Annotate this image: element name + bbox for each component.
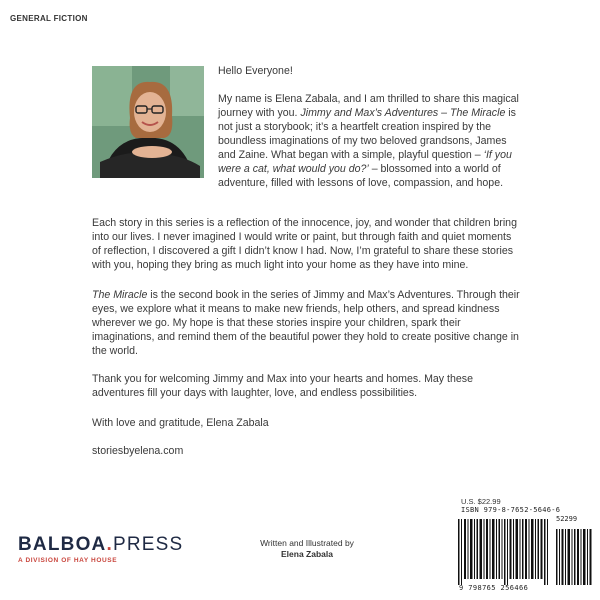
question-italic: ‘If you were a cat, what would you do?’ — [218, 149, 512, 175]
signature: With love and gratitude, Elena Zabala — [92, 417, 269, 429]
genre-label: GENERAL FICTION — [10, 14, 88, 23]
letter-top — [218, 64, 520, 204]
paragraph-miracle — [92, 288, 520, 358]
publisher-dot: . — [106, 534, 113, 555]
barcode-number: 9 798765 256466 — [459, 584, 529, 592]
intro-text-e: – blossomed into a world of adventure, filled with lessons of love, compassion, and hope. — [218, 163, 504, 189]
barcode — [456, 515, 596, 585]
miracle-text: is the second book in the series of Jimmy and Max’s Adventures. Through their eyes, we explore what it means to make new friends, help others, and spread kindness wherever we go. My hope is that these stories inspire your children, spark their imaginations, and remind them of the beautiful power they hold to create positive change in the world. — [92, 289, 520, 357]
greeting: Hello Everyone! — [218, 65, 293, 77]
credit-line: Written and Illustrated by — [260, 538, 354, 548]
price-label: U.S. $22.99 — [461, 497, 501, 506]
website-link[interactable]: storiesbyelena.com — [92, 445, 184, 457]
credit-name: Elena Zabala — [281, 549, 333, 559]
intro-text-a: My name is Elena Zabala, and I am thrilled to share this magical journey with you. — [218, 93, 519, 119]
book-title-italic: Jimmy and Max’s Adventures – The Miracle — [300, 107, 506, 119]
paragraph-reflection: Each story in this series is a reflection of the innocence, joy, and wonder that children bring into our lives. I never imagined I would write or paint, but through faith and quiet moments of reflection, I discovered a gift I didn’t know I had. Now, I’m grateful to share these stories with you, hoping they bring as much light into your home as they have into mine. — [92, 217, 517, 271]
isbn-label: ISBN 979-8-7652-5646-6 — [461, 506, 561, 514]
miracle-title-italic: The Miracle — [92, 289, 148, 301]
publisher-name-bold: BALBOA — [18, 534, 107, 555]
paragraph-intro — [218, 92, 520, 190]
publisher-name-thin: PRESS — [112, 534, 184, 555]
author-credit — [232, 538, 382, 560]
intro-text-c: is not just a storybook; it’s a heartfelt creation inspired by the boundless imaginations of my two beloved grandsons, James and Zaine. What began with a simple, playful question – — [218, 107, 516, 161]
publisher-logo — [18, 534, 183, 564]
author-photo — [92, 66, 204, 178]
publisher-tagline: A DIVISION OF HAY HOUSE — [18, 557, 118, 564]
paragraph-thanks: Thank you for welcoming Jimmy and Max into your hearts and homes. May these adventures fill your days with laughter, love, and endless possibilities. — [92, 373, 473, 399]
price-addon-code: 52299 — [556, 515, 578, 523]
publisher-name — [18, 534, 183, 556]
